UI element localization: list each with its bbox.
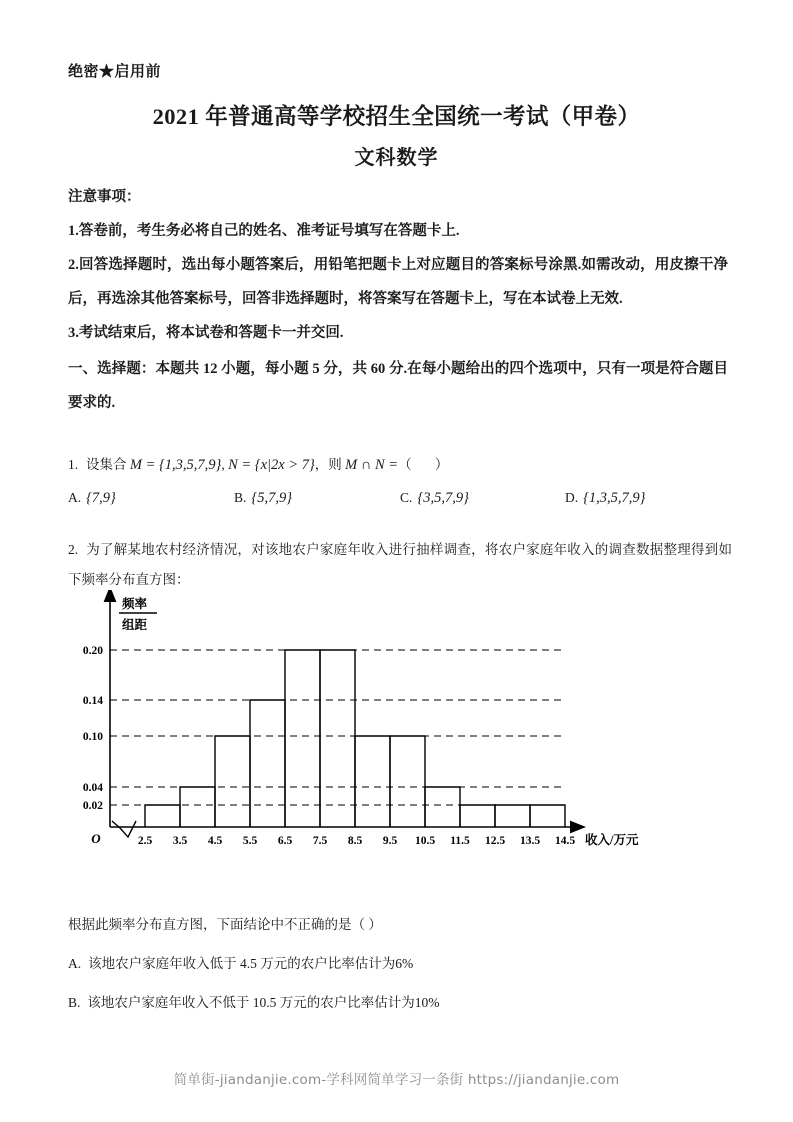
bar-2.5-3.5 bbox=[145, 805, 180, 827]
x-tick-14.5: 14.5 bbox=[554, 835, 576, 847]
question-2-conclusion bbox=[68, 905, 732, 1022]
question-2-stem-text: 为了解某地农村经济情况，对该地农户家庭年收入进行抽样调查，将农户家庭年收入的调查数据整理得到如下频率分布直方图： bbox=[68, 542, 732, 587]
question-1-answer-blank[interactable]: （ ） bbox=[398, 457, 459, 472]
x-tick-12.5: 12.5 bbox=[484, 835, 506, 847]
question-1-stem-pre: 设集合 bbox=[86, 457, 127, 472]
bar-9.5-10.5 bbox=[390, 736, 425, 827]
x-tick-10.5: 10.5 bbox=[414, 835, 436, 847]
q2-option-a-text: 该地农户家庭年收入低于 4.5 万元的农户比率估计为6% bbox=[88, 956, 414, 971]
y-tick-014: 0.14 bbox=[82, 695, 103, 707]
bar-7.5-8.5 bbox=[320, 650, 355, 827]
y-axis-label-denominator: 组距 bbox=[122, 618, 148, 632]
x-tick-8.5: 8.5 bbox=[347, 835, 363, 847]
notice-block bbox=[68, 180, 728, 420]
question-1-number: 1. bbox=[68, 457, 79, 472]
section-heading-choice: 一、选择题：本题共 12 小题，每小题 5 分，共 60 分.在每小题给出的四个选项中，只有一项是符合题目要求的. bbox=[68, 361, 728, 411]
histogram-bars bbox=[145, 650, 565, 827]
x-tick-9.5: 9.5 bbox=[382, 835, 398, 847]
question-1-option-b[interactable] bbox=[234, 490, 292, 507]
option-d-label: D. bbox=[565, 490, 579, 505]
option-b-value: {5,7,9} bbox=[251, 490, 292, 506]
notice-item-1: 1.答卷前，考生务必将自己的姓名、准考证号填写在答题卡上. bbox=[68, 223, 460, 239]
option-b-label: B. bbox=[234, 490, 247, 505]
bar-8.5-9.5 bbox=[355, 736, 390, 827]
question-2-option-a[interactable] bbox=[68, 944, 732, 983]
question-2-option-b[interactable] bbox=[68, 983, 732, 1022]
question-1-set-m: M = {1,3,5,7,9} bbox=[129, 457, 222, 473]
x-tick-labels bbox=[138, 835, 576, 847]
question-1 bbox=[68, 450, 732, 524]
x-tick-3.5: 3.5 bbox=[172, 835, 188, 847]
bar-10.5-11.5 bbox=[425, 787, 460, 827]
question-1-stem-mid: ，则 bbox=[314, 457, 342, 472]
x-tick-7.5: 7.5 bbox=[312, 835, 328, 847]
question-1-stem: 1. 设集合 M = {1,3,5,7,9}, N = {x|2x > 7}，则 M ∩ N =（ ） bbox=[68, 450, 732, 480]
gridlines bbox=[110, 650, 565, 805]
question-1-expression: M ∩ N = bbox=[345, 457, 399, 473]
y-tick-002: 0.02 bbox=[82, 800, 103, 812]
footer-watermark: 简单街-jiandanjie.com-学科网简单学习一条街 https://jiandanjie.com bbox=[173, 1072, 620, 1088]
q2-option-a-label: A. bbox=[68, 956, 82, 971]
option-c-value: {3,5,7,9} bbox=[417, 490, 469, 506]
question-1-option-c[interactable] bbox=[400, 490, 469, 507]
question-2 bbox=[68, 535, 732, 595]
frequency-histogram bbox=[0, 590, 700, 860]
option-d-value: {1,3,5,7,9} bbox=[583, 490, 646, 506]
question-1-set-n: N = {x|2x > 7} bbox=[228, 457, 315, 473]
y-tick-labels bbox=[83, 645, 103, 812]
axis-break-icon bbox=[112, 821, 136, 837]
subject-title: 文科数学 bbox=[354, 147, 439, 169]
q2-option-b-text: 该地农户家庭年收入不低于 10.5 万元的农户比率估计为10% bbox=[87, 995, 440, 1010]
y-tick-020: 0.20 bbox=[82, 645, 103, 657]
y-tick-004: 0.04 bbox=[82, 782, 103, 794]
q2-option-b-label: B. bbox=[68, 995, 81, 1010]
question-2-stem bbox=[68, 535, 732, 595]
y-axis-label-numerator: 频率 bbox=[122, 597, 148, 611]
question-2-number: 2. bbox=[68, 542, 79, 557]
bar-11.5-12.5 bbox=[460, 805, 495, 827]
y-axis-label bbox=[119, 596, 157, 632]
bar-12.5-13.5 bbox=[495, 805, 530, 827]
y-tick-010: 0.10 bbox=[82, 731, 103, 743]
x-tick-2.5: 2.5 bbox=[137, 835, 153, 847]
question-1-option-d[interactable] bbox=[565, 490, 645, 507]
x-tick-11.5: 11.5 bbox=[450, 835, 470, 847]
bar-6.5-7.5 bbox=[285, 650, 320, 827]
notice-heading: 注意事项： bbox=[68, 189, 141, 205]
question-1-options bbox=[68, 490, 732, 524]
option-c-label: C. bbox=[400, 490, 413, 505]
question-2-prompt[interactable]: 根据此频率分布直方图，下面结论中不正确的是（ ） bbox=[68, 917, 382, 932]
x-tick-13.5: 13.5 bbox=[519, 835, 541, 847]
x-tick-5.5: 5.5 bbox=[242, 835, 258, 847]
secret-notice: 绝密★启用前 bbox=[68, 64, 162, 80]
notice-item-2: 2.回答选择题时，选出每小题答案后，用铅笔把题卡上对应题目的答案标号涂黑.如需改动，用皮擦干净后，再选涂其他答案标号，回答非选择题时，将答案写在答题卡上，写在本试卷上无效. bbox=[68, 257, 728, 307]
bar-5.5-6.5 bbox=[250, 700, 285, 827]
x-axis-title: 收入/万元 bbox=[585, 833, 639, 847]
option-a-value: {7,9} bbox=[86, 490, 116, 506]
question-1-option-a[interactable] bbox=[68, 490, 116, 507]
histogram-svg bbox=[0, 590, 700, 860]
notice-item-3: 3.考试结束后，将本试卷和答题卡一并交回. bbox=[68, 325, 344, 341]
x-tick-4.5: 4.5 bbox=[207, 835, 223, 847]
option-a-label: A. bbox=[68, 490, 82, 505]
origin-label: O bbox=[91, 831, 101, 846]
bar-3.5-4.5 bbox=[180, 787, 215, 827]
bar-13.5-14.5 bbox=[530, 805, 565, 827]
x-tick-6.5: 6.5 bbox=[277, 835, 293, 847]
page-title: 2021 年普通高等学校招生全国统一考试（甲卷） bbox=[152, 104, 641, 129]
bar-4.5-5.5 bbox=[215, 736, 250, 827]
